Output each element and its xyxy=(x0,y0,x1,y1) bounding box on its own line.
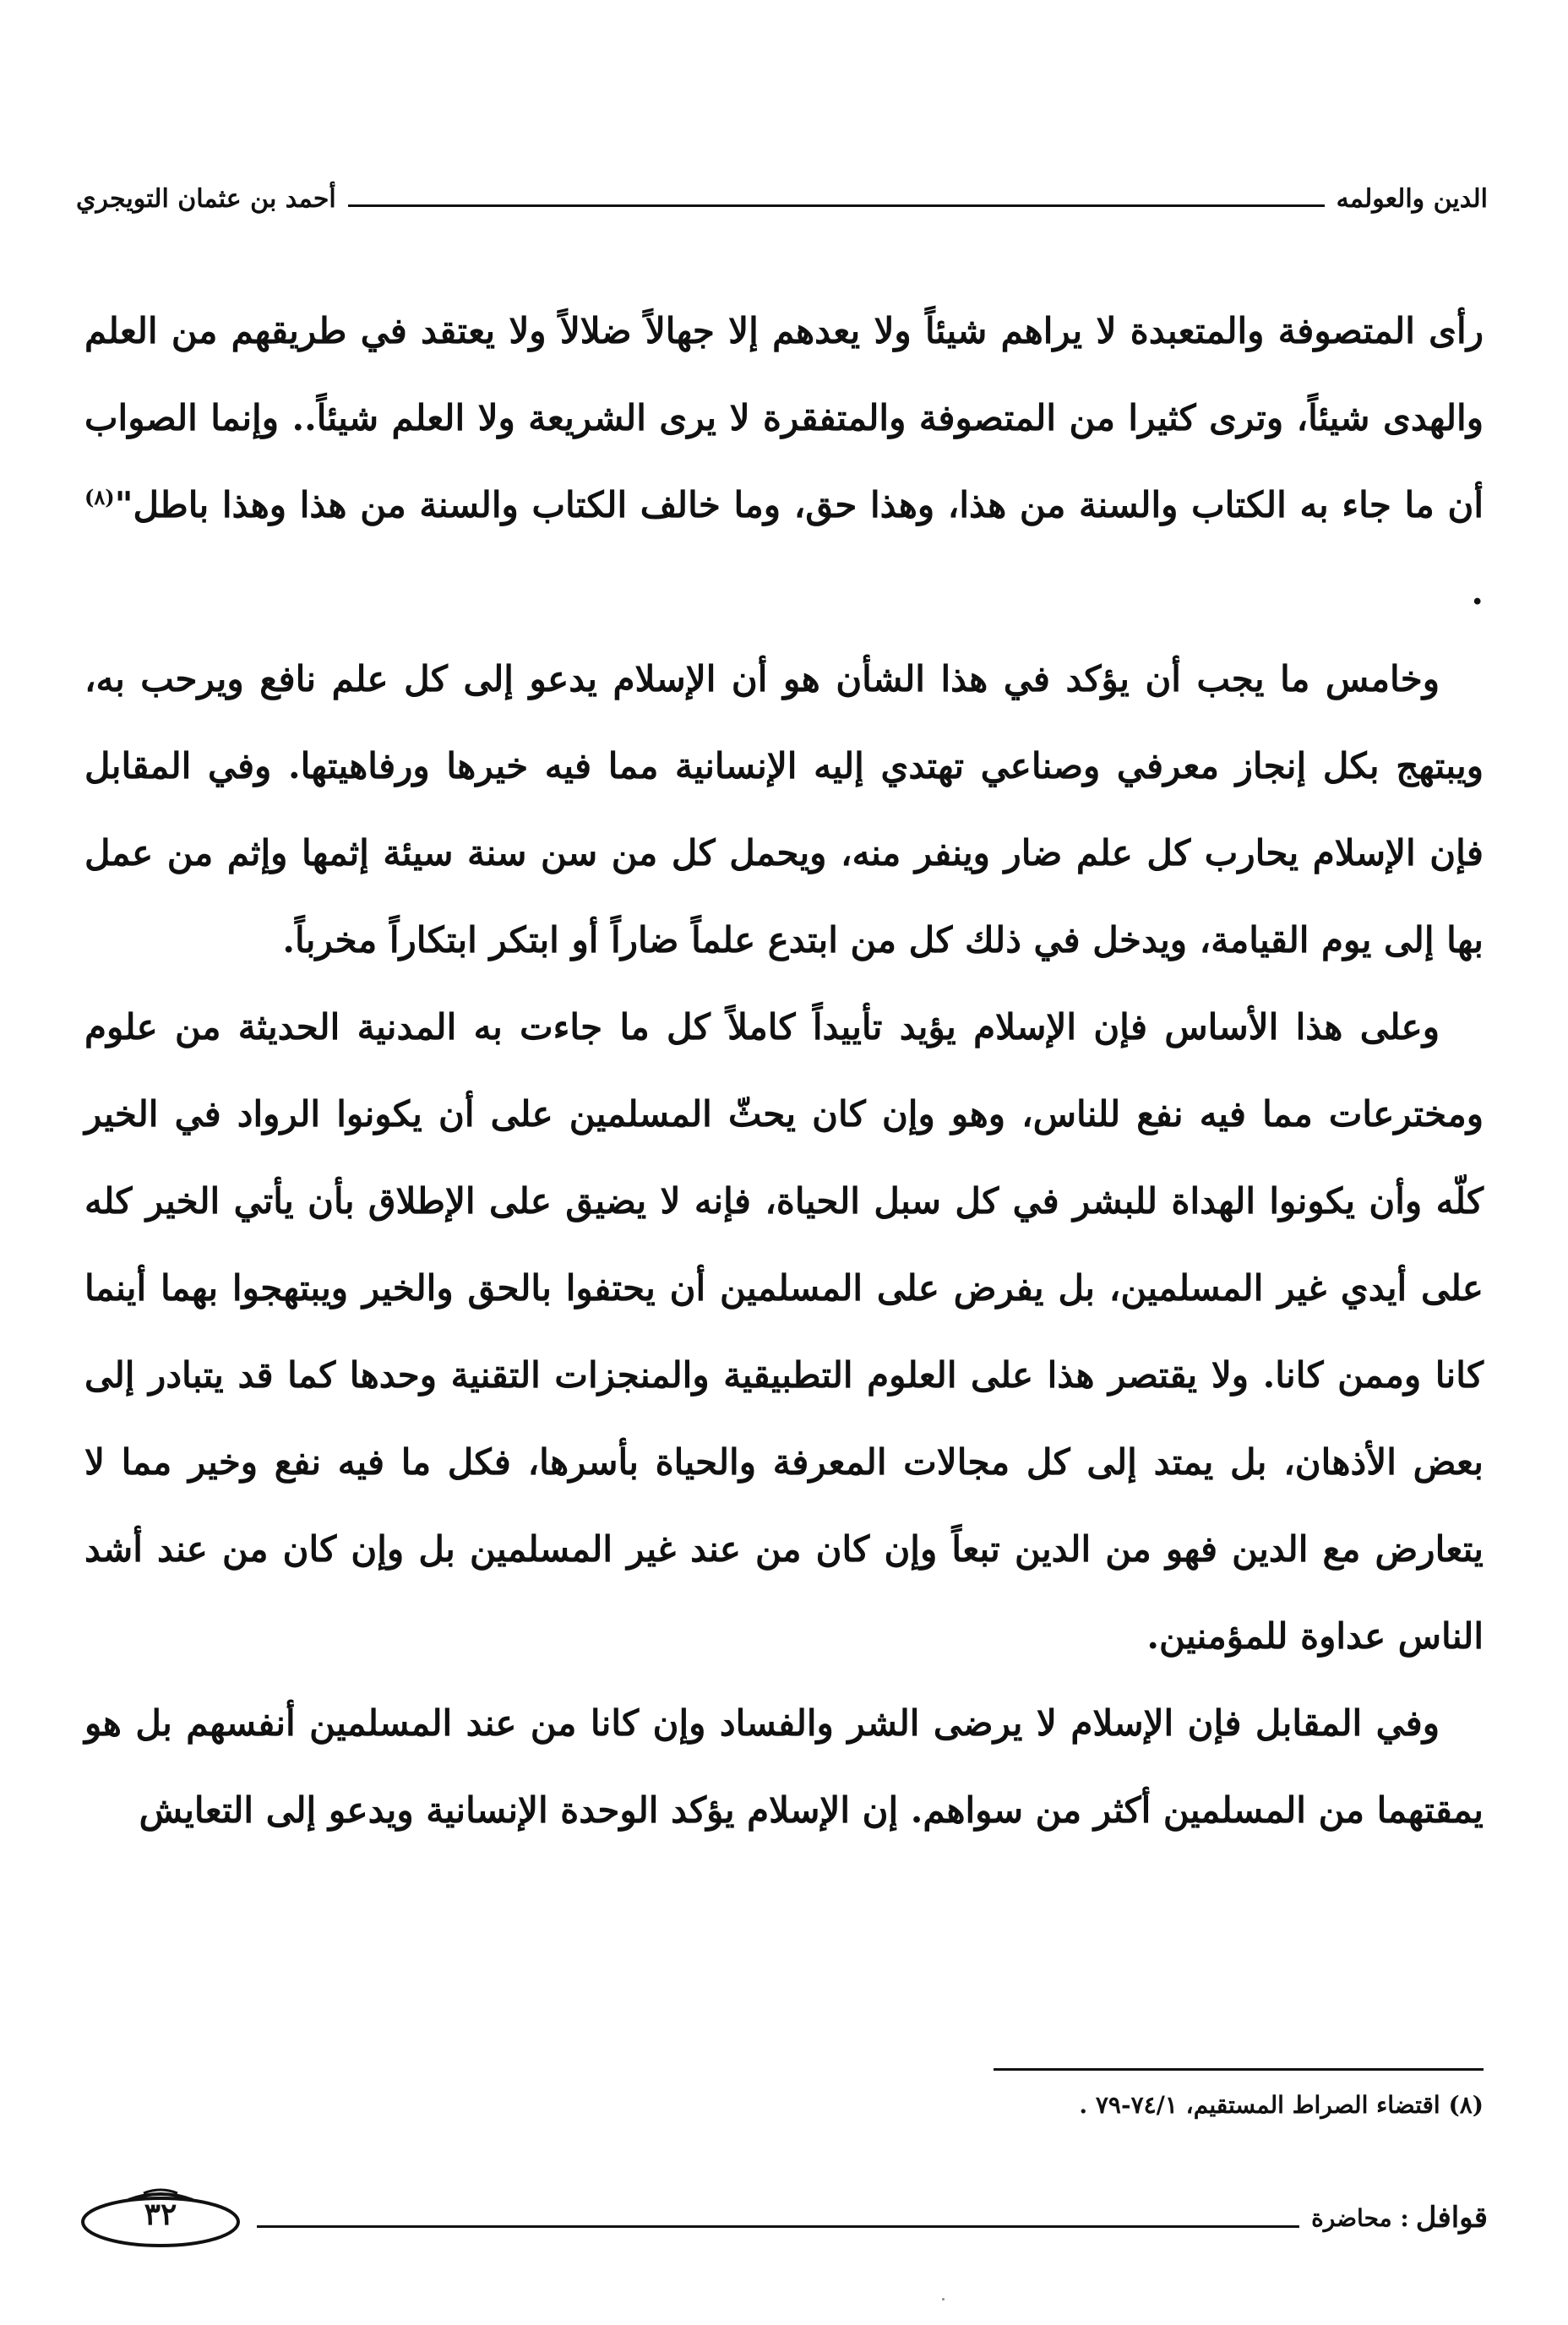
paragraph-4: وفي المقابل فإن الإسلام لا يرضى الشر والفساد وإن كانا من عند المسلمين أنفسهم بل هو يمقتهما من المسلمين أكثر من سواهم. إن الإسلام يؤكد الوحدة الإنسانية ويدعو إلى التعايش xyxy=(84,1702,1484,1831)
scan-speck xyxy=(942,2298,945,2300)
footer-publication-type: : محاضرة xyxy=(1311,2203,1409,2232)
footer-series-name: قوافل xyxy=(1415,2201,1488,2235)
header-rule xyxy=(348,204,1325,207)
footnote-marker: (٨) xyxy=(84,485,115,509)
running-header xyxy=(76,173,1488,224)
body-text xyxy=(84,287,1484,1854)
paragraph-3: وعلى هذا الأساس فإن الإسلام يؤيد تأييداً كاملاً كل ما جاءت به المدنية الحديثة من علوم ومخترعات مما فيه نفع للناس، وهو وإن كان يحثّ المسلمين على أن يكونوا الرواد في الخير كلّه وأن يكونوا الهداة للبشر في كل سبل الحياة، فإنه لا يضيق على الإطلاق بأن يأتي الخير كله على أيدي غير المسلمين، بل يفرض على المسلمين أن يحتفوا بالحق والخير ويبتهجوا بهما أينما كانا وممن كانا. ولا يقتصر هذا على العلوم التطبيقية والمنجزات التقنية وحدها كما قد يتبادر إلى بعض الأذهان، بل يمتد إلى كل مجالات المعرفة والحياة بأسرها، فكل ما فيه نفع وخير مما لا يتعارض مع الدين فهو من الدين تبعاً وإن كان من عند غير المسلمين بل وإن كان من عند أشد الناس عداوة للمؤمنين. xyxy=(84,1006,1484,1657)
footnote-separator xyxy=(994,2068,1484,2071)
paragraph-1-end: . xyxy=(1471,571,1484,613)
paragraph-2: وخامس ما يجب أن يؤكد في هذا الشأن هو أن الإسلام يدعو إلى كل علم نافع ويرحب به، ويبتهج بكل إنجاز معرفي وصناعي تهتدي إليه الإنسانية مما فيه خيرها ورفاهيتها. وفي المقابل فإن الإسلام يحارب كل علم ضار وينفر منه، ويحمل كل من سن سنة سيئة إثمها وإثم من عمل بها إلى يوم القيامة، ويدخل في ذلك كل من ابتدع علماً ضاراً أو ابتكر ابتكاراً مخرباً. xyxy=(84,658,1484,961)
page-footer xyxy=(76,2188,1488,2247)
footer-rule xyxy=(257,2225,1299,2228)
footnote: (٨) اقتضاء الصراط المستقيم، ٧٤/١-٧٩ . xyxy=(1079,2091,1484,2119)
header-author: أحمد بن عثمان التويجري xyxy=(76,183,336,214)
page-number-badge xyxy=(76,2186,245,2249)
page-number: ٣٢ xyxy=(144,2197,177,2232)
paragraph-1 xyxy=(84,287,1484,635)
paragraph-1-text: رأى المتصوفة والمتعبدة لا يراهم شيئاً ولا يعدهم إلا جهالاً ضلالاً ولا يعتقد في طريقهم من العلم والهدى شيئاً، وترى كثيرا من المتصوفة والمتفقرة لا يرى الشريعة ولا العلم شيئاً.. وإنما الصواب أن ما جاء به الكتاب والسنة من هذا، وهذا حق، وما خالف الكتاب والسنة من هذا وهذا باطل" xyxy=(84,310,1484,525)
header-book-title: الدين والعولمه xyxy=(1336,183,1488,214)
